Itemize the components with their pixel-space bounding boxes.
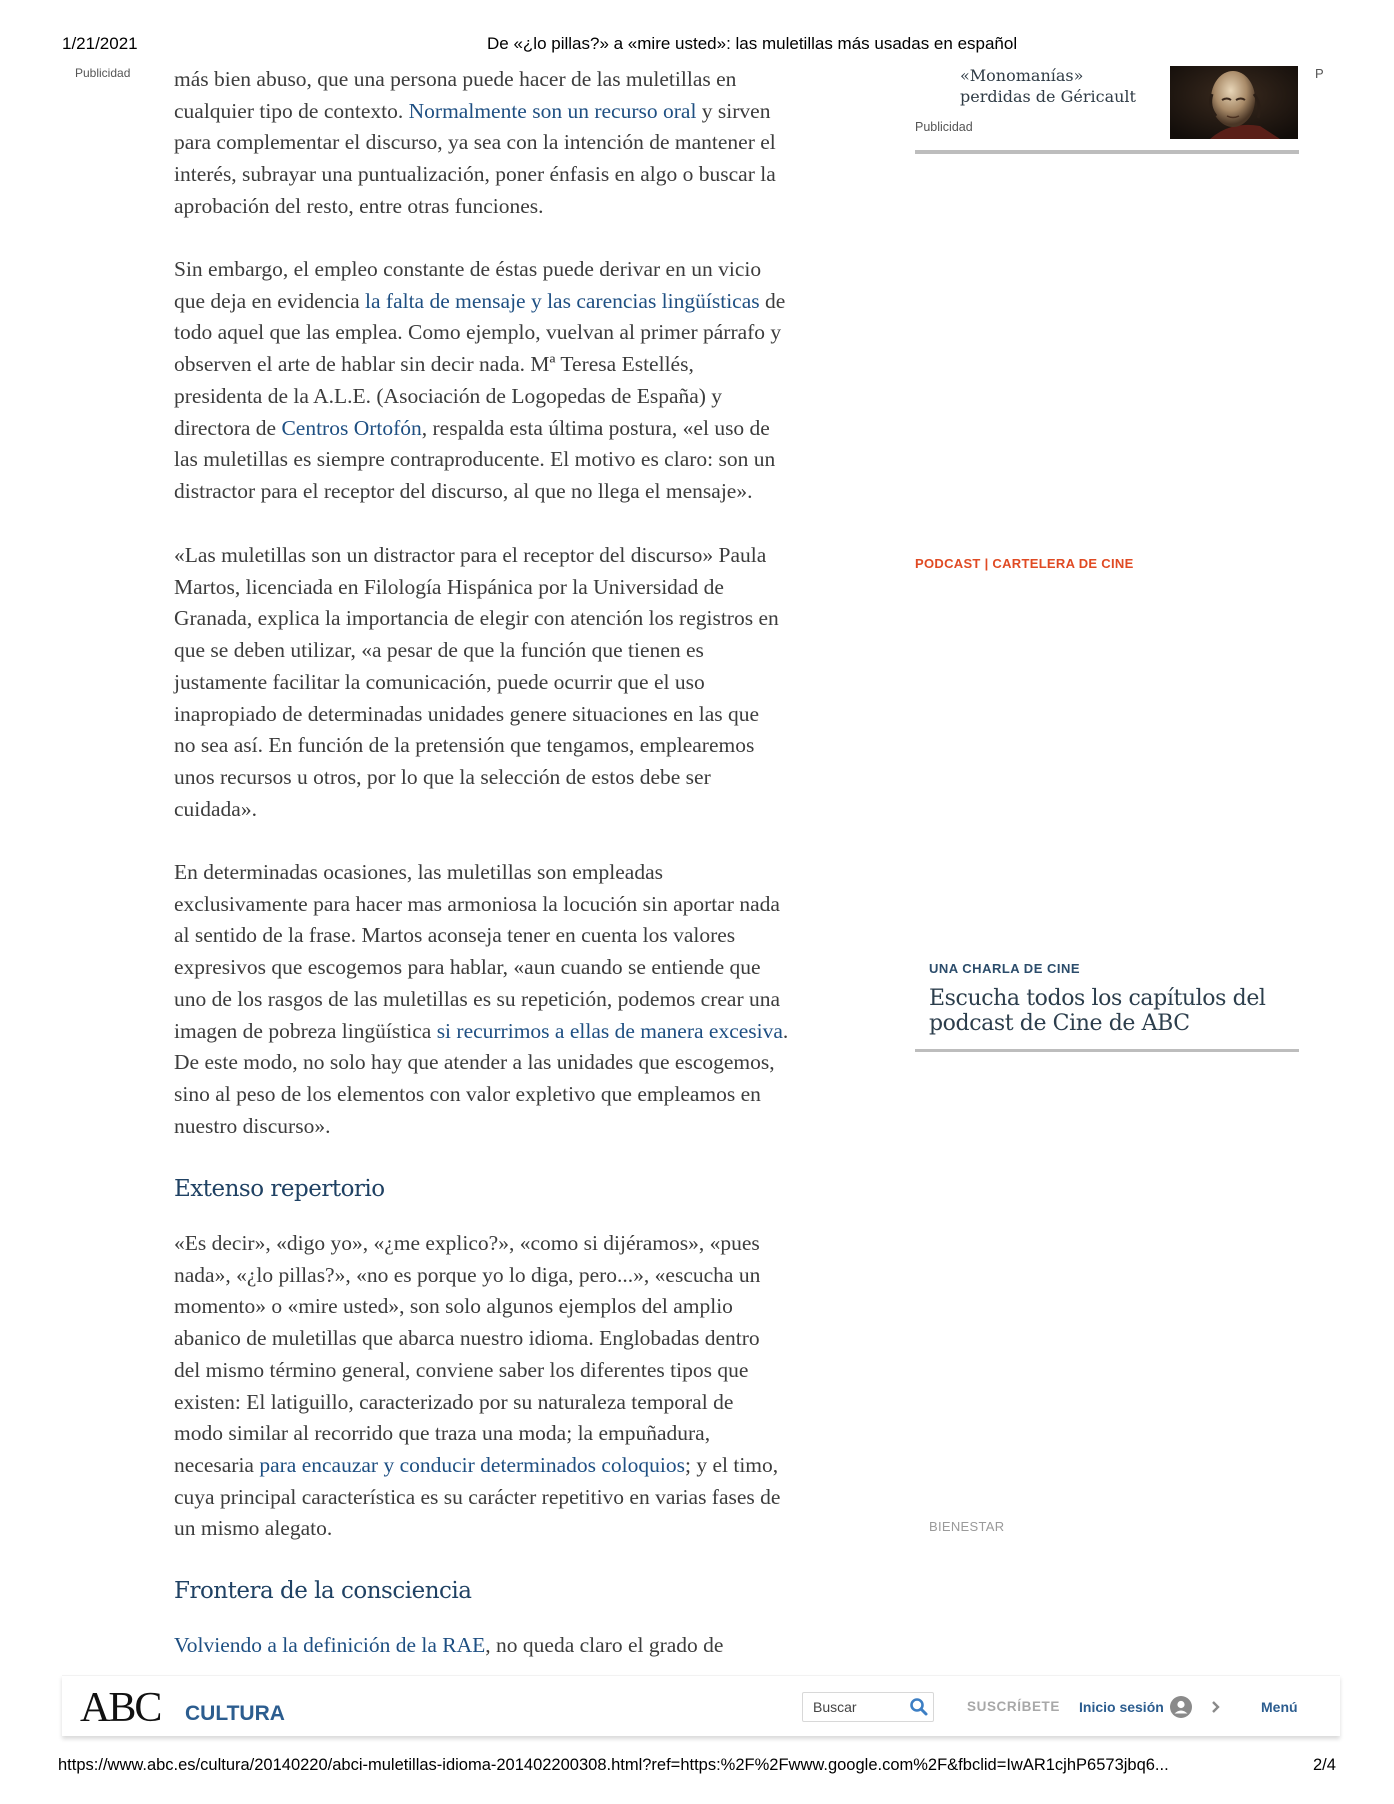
text-line [174, 478, 752, 504]
text-line [174, 1452, 778, 1478]
text-run: modo similar al recorrido que traza una moda; la empuñadura, [174, 1421, 711, 1446]
text-line [174, 383, 722, 409]
section-heading: Frontera de la consciencia [174, 1578, 472, 1604]
charla-headline-line2[interactable]: podcast de Cine de ABC [929, 1011, 1190, 1036]
text-line [174, 1325, 760, 1351]
promo-ad-label: Publicidad [915, 120, 973, 134]
text-run: unos recursos u otros, por lo que la selección de estos debe ser [174, 764, 711, 789]
text-run: momento» o «mire usted», son solo algunos ejemplos del amplio [174, 1294, 733, 1319]
text-run: un mismo alegato. [174, 1516, 333, 1541]
text-run: En determinadas ocasiones, las muletillas son empleadas [174, 860, 663, 884]
text-run: interés, subrayar una puntualización, poner énfasis en algo o buscar la [174, 162, 776, 187]
text-run: . [782, 1018, 789, 1043]
text-run: , respalda esta última postura, «el uso de [421, 415, 770, 440]
charla-kicker[interactable]: UNA CHARLA DE CINE [929, 961, 1081, 976]
text-run: «Es decir», «digo yo», «¿me explico?», «como si dijéramos», «pues [174, 1231, 760, 1255]
text-line [174, 954, 761, 980]
promo-title-line2[interactable]: perdidas de Géricault [960, 87, 1136, 106]
text-line [174, 986, 780, 1012]
text-line [174, 1049, 775, 1075]
text-run: presidenta de la A.L.E. (Asociación de Logopedas de España) y [174, 383, 723, 408]
text-line [174, 542, 766, 568]
text-run: , no queda claro el grado de [485, 1633, 724, 1657]
text-run: «Las muletillas son un distractor para el receptor del discurso» Paula [174, 543, 767, 567]
text-line [174, 859, 663, 885]
text-run: Granada, explica la importancia de elegir con atención los registros en [174, 606, 779, 631]
text-run: cuya principal característica es su carácter repetitivo en varias fases de [174, 1484, 781, 1509]
text-line [174, 415, 770, 441]
text-line [174, 256, 761, 282]
text-run: Sin embargo, el empleo constante de éstas puede derivar en un vicio [174, 257, 762, 281]
text-line [174, 1357, 748, 1383]
portrait-painting-icon [1170, 66, 1298, 139]
print-page-title: De «¿lo pillas?» a «mire usted»: las muletillas más usadas en español [487, 34, 1018, 53]
text-line [174, 161, 776, 187]
text-line [174, 1230, 760, 1256]
text-run: no sea así. En función de la pretensión que tengamos, emplearemos [174, 733, 755, 758]
text-run: más bien abuso, que una persona puede hacer de las muletillas en [174, 67, 737, 91]
inline-link[interactable]: si recurrimos a ellas de manera excesiva [436, 1018, 783, 1043]
user-icon[interactable] [1170, 1696, 1192, 1718]
text-line [174, 574, 724, 600]
print-url: https://www.abc.es/cultura/20140220/abci-muletillas-idioma-201402200308.html?ref=https:%2F%2Fwww.google.com%2F&fbclid=IwAR1cjhP6573jbq6... [58, 1756, 1169, 1774]
search-input[interactable] [803, 1693, 908, 1721]
promo-title-line1[interactable]: «Monomanías» [960, 66, 1084, 85]
promo-image[interactable] [1170, 66, 1298, 139]
text-run: al sentido de la frase. Martos aconseja tener en cuenta los valores [174, 923, 736, 948]
text-run: directora de [174, 415, 282, 440]
text-run: de [759, 288, 786, 313]
text-run: las muletillas es siempre contraproducente. El motivo es claro: son un [174, 447, 776, 472]
section-heading: Extenso repertorio [174, 1176, 385, 1202]
text-run: cualquier tipo de contexto. [174, 98, 409, 123]
inline-link[interactable]: Centros Ortofón [281, 415, 422, 440]
text-run: uno de los rasgos de las muletillas es su repetición, podemos crear una [174, 986, 781, 1011]
text-run: existen: El latiguillo, caracterizado por su naturaleza temporal de [174, 1389, 734, 1414]
site-toolbar [62, 1675, 1340, 1736]
text-line [174, 922, 735, 948]
text-line [174, 1515, 332, 1541]
text-run: sino al peso de los elementos con valor expletivo que empleamos en [174, 1081, 761, 1106]
text-line [174, 1632, 723, 1658]
text-run: y sirven [696, 98, 771, 123]
text-line [174, 1262, 760, 1288]
text-run: imagen de pobreza lingüística [174, 1018, 437, 1043]
text-run: ; y el timo, [685, 1452, 779, 1477]
search-box [802, 1692, 934, 1722]
text-line [174, 701, 759, 727]
subscribe-link[interactable]: SUSCRÍBETE [967, 1699, 1061, 1714]
text-run: todo aquel que las emplea. Como ejemplo, vuelvan al primer párrafo y [174, 320, 782, 345]
text-run: De este modo, no solo hay que atender a las unidades que escogemos, [174, 1050, 775, 1075]
sidebar-divider [915, 1049, 1299, 1052]
text-line [174, 66, 736, 92]
text-line [174, 1293, 733, 1319]
text-line [174, 446, 775, 472]
sidebar-divider [915, 150, 1299, 154]
text-run: expresivos que escogemos para hablar, «aun cuando se entiende que [174, 955, 761, 980]
text-run: nada», «¿lo pillas?», «no es porque yo lo diga, pero...», «escucha un [174, 1262, 761, 1287]
charla-headline-line1[interactable]: Escucha todos los capítulos del [929, 986, 1266, 1011]
ad-label-right-edge: P [1315, 66, 1324, 81]
menu-button[interactable]: Menú [1261, 1699, 1298, 1715]
text-line [174, 605, 779, 631]
inline-link[interactable]: Volviendo a la definición de la RAE [174, 1633, 486, 1657]
text-line [174, 891, 780, 917]
ad-label-left: Publicidad [75, 66, 131, 80]
text-line [174, 669, 705, 695]
text-run: nuestro discurso». [174, 1113, 331, 1138]
text-line [174, 319, 781, 345]
text-run: observen el arte de hablar sin decir nada. Mª Teresa Estellés, [174, 352, 694, 377]
text-line [174, 193, 544, 219]
text-line [174, 1389, 733, 1415]
text-run: del mismo término general, conviene saber los diferentes tipos que [174, 1357, 749, 1382]
inline-link[interactable]: la falta de mensaje y las carencias lingüísticas [365, 288, 760, 313]
section-name[interactable]: CULTURA [185, 1702, 285, 1725]
text-line [174, 351, 694, 377]
text-line [174, 1081, 761, 1107]
search-icon[interactable] [909, 1697, 929, 1717]
text-run: exclusivamente para hacer mas armoniosa la locución sin aportar nada [174, 891, 780, 916]
text-line [174, 796, 257, 822]
podcast-kicker[interactable]: PODCAST | CARTELERA DE CINE [915, 556, 1134, 571]
text-run: necesaria [174, 1452, 260, 1477]
text-run: para complementar el discurso, ya sea con la intención de mantener el [174, 130, 776, 155]
text-run: aprobación del resto, entre otras funciones. [174, 193, 544, 218]
text-line [174, 1420, 710, 1446]
text-line [174, 732, 754, 758]
text-line [174, 764, 711, 790]
chevron-right-icon[interactable] [1210, 1697, 1222, 1717]
abc-logo[interactable]: ABC [80, 1685, 161, 1731]
text-run: justamente facilitar la comunicación, puede ocurrir que el uso [174, 669, 705, 694]
login-link[interactable]: Inicio sesión [1079, 1699, 1164, 1715]
text-run: que deja en evidencia [174, 288, 366, 313]
text-run: Martos, licenciada en Filología Hispánica por la Universidad de [174, 574, 724, 599]
text-line [174, 637, 704, 663]
text-line [174, 1484, 780, 1510]
text-line [174, 1113, 330, 1139]
text-line [174, 288, 785, 314]
text-run: distractor para el receptor del discurso, al que no llega el mensaje». [174, 478, 753, 503]
text-run: inapropiado de determinadas unidades genere situaciones en las que [174, 701, 760, 726]
text-line [174, 129, 776, 155]
text-run: que se deben utilizar, «a pesar de que la función que tienen es [174, 638, 704, 663]
text-line [174, 1018, 788, 1044]
inline-link[interactable]: para encauzar y conducir determinados coloquios [259, 1452, 685, 1477]
bienestar-kicker[interactable]: BIENESTAR [929, 1519, 1005, 1534]
inline-link[interactable]: Normalmente son un recurso oral [408, 98, 697, 123]
text-line [174, 98, 770, 124]
print-date: 1/21/2021 [62, 34, 138, 53]
text-run: cuidada». [174, 796, 257, 821]
text-run: abanico de muletillas que abarca nuestro idioma. Englobadas dentro [174, 1326, 760, 1351]
print-page-number: 2/4 [1313, 1756, 1336, 1774]
